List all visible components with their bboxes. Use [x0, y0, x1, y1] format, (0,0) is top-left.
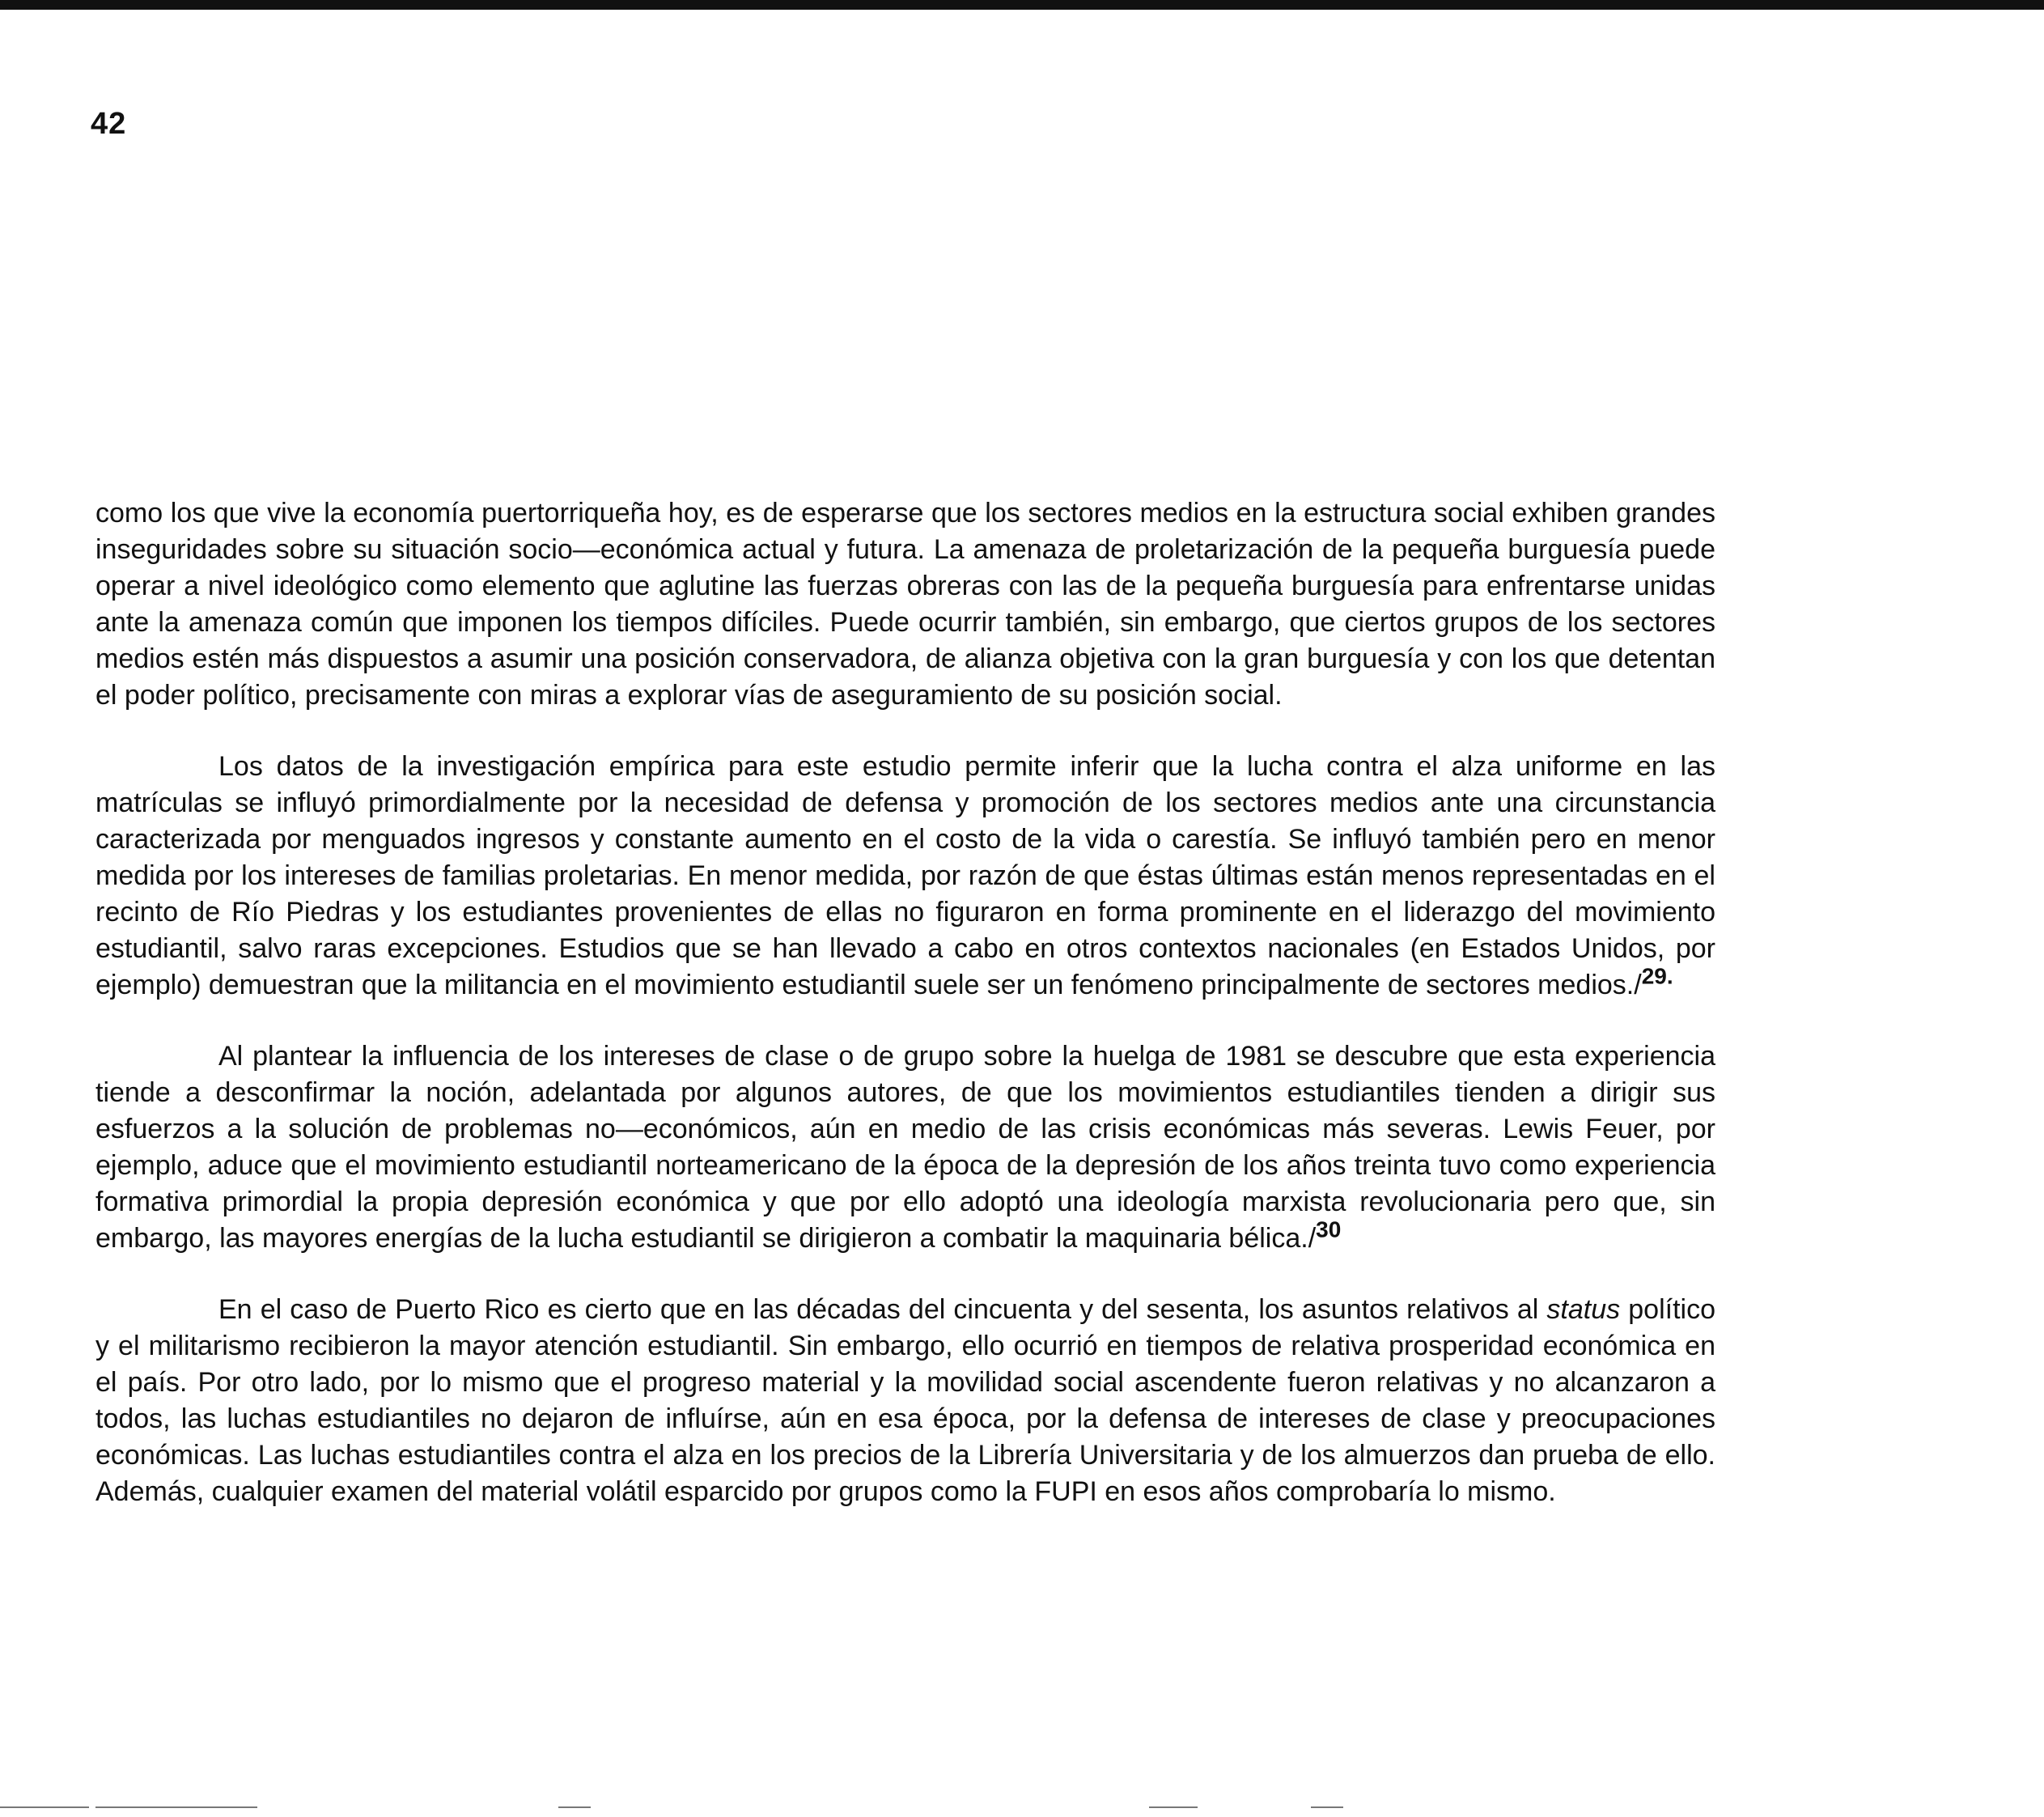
- paragraph-2-text: Los datos de la investigación empírica para este estudio permite inferir que la lucha contra el alza uniforme en las matrículas se influyó primordialmente por la necesidad de defensa y promoción de los sectores medios ante una circunstancia caracterizada por menguados ingresos y constante aumento en el costo de la vida o carestía. Se influyó también pero en menor medida por los intereses de familias proletarias. En menor medida, por razón de que éstas últimas están menos representadas en el recinto de Río Piedras y los estudiantes provenientes de ellas no figuraron en forma prominente en el liderazgo del movimiento estudiantil, salvo raras excepciones. Estudios que se han llevado a cabo en otros contextos nacionales (en Estados Unidos, por ejemplo) demuestran que la militancia en el movimiento estudiantil suele ser un fenómeno principalmente de sectores medios./: [95, 751, 1715, 1000]
- paragraph-3-text: Al plantear la influencia de los intereses de clase o de grupo sobre la huelga de 1981 se descubre que esta experiencia tiende a desconfirmar la noción, adelantada por algunos autores, de que los movimientos estudiantiles tienden a dirigir sus esfuerzos a la solución de problemas no—económicos, aún en medio de las crisis económicas más severas. Lewis Feuer, por ejemplo, aduce que el movimiento estudiantil norteamericano de la época de la depresión de los años treinta tuvo como experiencia formativa primordial la propia depresión económica y que por ello adoptó una ideología marxista revolucionaria pero que, sin embargo, las mayores energías de la lucha estudiantil se dirigieron a combatir la maquinaria bélica./: [95, 1041, 1715, 1254]
- paragraph-4-text-before: En el caso de Puerto Rico es cierto que en las décadas del cincuenta y del sesenta, los asuntos relativos al: [218, 1294, 1547, 1325]
- top-border-rule: [0, 0, 2044, 10]
- scan-mark: [0, 1806, 89, 1808]
- page-number: 42: [91, 107, 127, 141]
- paragraph-4: [95, 1292, 1715, 1510]
- footnote-ref-29: 29.: [1641, 963, 1673, 989]
- scan-mark: [1311, 1806, 1343, 1808]
- scan-mark: [1149, 1806, 1198, 1808]
- footnote-ref-30: 30: [1316, 1216, 1342, 1242]
- scan-mark: [95, 1806, 257, 1808]
- paragraph-3: [95, 1038, 1715, 1257]
- paragraph-1: [95, 495, 1715, 714]
- paragraph-1-text: como los que vive la economía puertorriqueña hoy, es de esperarse que los sectores medios en la estructura social exhiben grandes inseguridades sobre su situación socio—económica actual y futura. La amenaza de proletarización de la pequeña burguesía puede operar a nivel ideológico como elemento que aglutine las fuerzas obreras con las de la pequeña burguesía para enfrentarse unidas ante la amenaza común que imponen los tiempos difíciles. Puede ocurrir también, sin embargo, que ciertos grupos de los sectores medios estén más dispuestos a asumir una posición conservadora, de alianza objetiva con la gran burguesía y con los que detentan el poder político, precisamente con miras a explorar vías de aseguramiento de su posición social.: [95, 498, 1715, 711]
- paragraph-4-text-after: político y el militarismo recibieron la mayor atención estudiantil. Sin embargo, ello ocurrió en tiempos de relativa prosperidad económica en el país. Por otro lado, por lo mismo que el progreso material y la movilidad social ascendente fueron relativas y no alcanzaron a todos, las luchas estudiantiles no dejaron de influírse, aún en esa época, por la defensa de intereses de clase y preocupaciones económicas. Las luchas estudiantiles contra el alza en los precios de la Librería Universitaria y de los almuerzos dan prueba de ello. Además, cualquier examen del material volátil esparcido por grupos como la FUPI en esos años comprobaría lo mismo.: [95, 1294, 1715, 1507]
- scan-mark: [558, 1806, 591, 1808]
- body-text: [95, 495, 1715, 1545]
- scan-edge-marks: [0, 1806, 2044, 1810]
- status-term: status: [1546, 1294, 1621, 1325]
- paragraph-2: [95, 749, 1715, 1004]
